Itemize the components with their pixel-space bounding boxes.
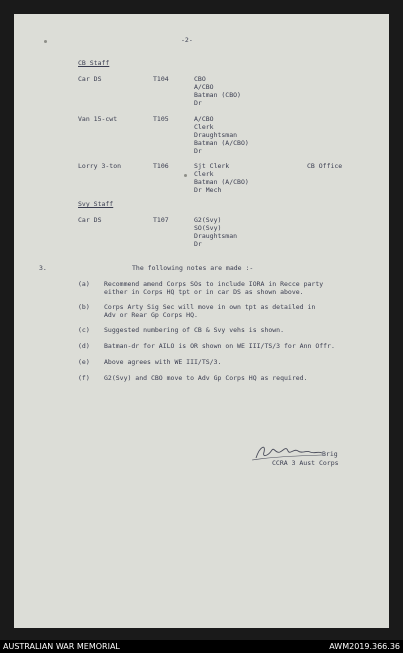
note-line: Adv or Rear Gp Corps HQ. <box>104 311 198 319</box>
vehicle-number: T104 <box>153 75 169 83</box>
vehicle-type: Van 15-cwt <box>78 115 118 123</box>
footer-institution: AUSTRALIAN WAR MEMORIAL <box>3 642 120 651</box>
paragraph-number: 3. <box>39 264 47 272</box>
vehicle-type: Lorry 3-ton <box>78 162 122 170</box>
notes-intro: The following notes are made :- <box>132 264 254 272</box>
svy-staff-heading: Svy Staff <box>78 200 114 208</box>
note-line: Recommend amend Corps SOs to include IORA in Recce party <box>104 280 324 288</box>
signatory-appointment: CCRA 3 Aust Corps <box>272 459 339 467</box>
cb-staff-heading: CB Staff <box>78 59 110 67</box>
signatory-rank: Brig <box>322 450 338 458</box>
row-remark: CB Office <box>307 162 343 170</box>
personnel: Draughtsman <box>194 131 238 139</box>
punch-hole <box>184 174 187 177</box>
vehicle-number: T106 <box>153 162 169 170</box>
note-line: Suggested numbering of CB & Svy vehs is shown. <box>104 326 285 334</box>
personnel: A/CBO <box>194 115 214 123</box>
note-line: either in Corps HQ tpt or in car DS as shown above. <box>104 288 304 296</box>
note-line: G2(Svy) and CBO move to Adv Gp Corps HQ as required. <box>104 374 308 382</box>
note-line: Batman-dr for AILO is OR shown on WE III/TS/3 for Ann Offr. <box>104 342 335 350</box>
note-line: Above agrees with WE III/TS/3. <box>104 358 222 366</box>
personnel: G2(Svy) <box>194 216 222 224</box>
vehicle-number: T107 <box>153 216 169 224</box>
vehicle-type: Car DS <box>78 216 102 224</box>
personnel: Batman (A/CBO) <box>194 178 249 186</box>
archive-footer <box>0 640 403 653</box>
note-label: (b) <box>78 303 90 311</box>
personnel: Batman (CBO) <box>194 91 241 99</box>
personnel: Draughtsman <box>194 232 238 240</box>
personnel: Clerk <box>194 123 214 131</box>
personnel: Batman (A/CBO) <box>194 139 249 147</box>
personnel: CBO <box>194 75 206 83</box>
note-line: Corps Arty Sig Sec will move in own tpt as detailed in <box>104 303 316 311</box>
personnel: SO(Svy) <box>194 224 222 232</box>
personnel: Sjt Clerk <box>194 162 230 170</box>
punch-hole <box>44 40 47 43</box>
note-label: (d) <box>78 342 90 350</box>
note-label: (c) <box>78 326 90 334</box>
personnel: Clerk <box>194 170 214 178</box>
page-number: -2- <box>181 36 193 44</box>
personnel: Dr Mech <box>194 186 222 194</box>
document-page <box>14 14 389 628</box>
footer-accession-number: AWM2019.366.36 <box>329 642 400 651</box>
vehicle-number: T105 <box>153 115 169 123</box>
personnel: Dr <box>194 99 202 107</box>
note-label: (f) <box>78 374 90 382</box>
personnel: Dr <box>194 147 202 155</box>
personnel: A/CBO <box>194 83 214 91</box>
vehicle-type: Car DS <box>78 75 102 83</box>
note-label: (a) <box>78 280 90 288</box>
note-label: (e) <box>78 358 90 366</box>
personnel: Dr <box>194 240 202 248</box>
